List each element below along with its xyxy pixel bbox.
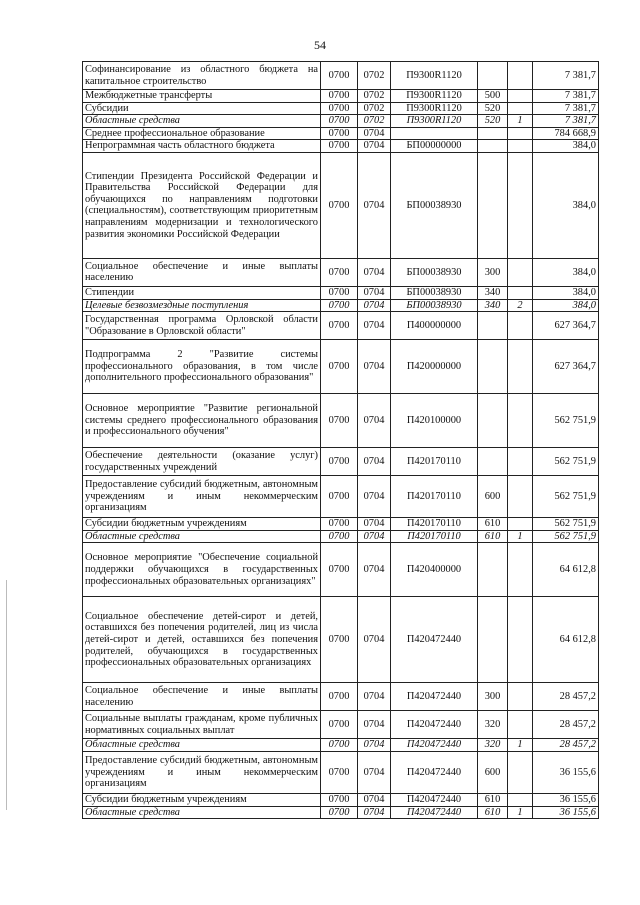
section-code-cell: 0700	[321, 711, 358, 739]
expense-type-cell: 520	[478, 115, 508, 128]
subsection-code-cell: 0704	[358, 140, 391, 153]
section-code-cell: 0700	[321, 90, 358, 103]
section-code-cell: 0700	[321, 530, 358, 543]
subsection-code-cell: 0704	[358, 683, 391, 711]
amount-cell: 562 751,9	[533, 476, 599, 518]
expense-type-cell: 610	[478, 793, 508, 806]
source-code-cell	[508, 312, 533, 340]
amount-cell: 7 381,7	[533, 102, 599, 115]
source-code-cell: 1	[508, 739, 533, 752]
section-code-cell: 0700	[321, 102, 358, 115]
source-code-cell	[508, 140, 533, 153]
row-name-cell: Стипендии Президента Российской Федерации и Правительства Российской Федерации для обучающихся по направлениям подготовки (специальностям), соответствующим приоритетным направлениям модернизации и технологического развития экономики Российской Федерации	[83, 152, 321, 258]
target-article-cell: П420472440	[391, 597, 478, 683]
target-article-cell: П9300R1120	[391, 115, 478, 128]
row-name-cell: Государственная программа Орловской области "Образование в Орловской области"	[83, 312, 321, 340]
target-article-cell: БП00038930	[391, 152, 478, 258]
section-code-cell: 0700	[321, 739, 358, 752]
target-article-cell: П420472440	[391, 793, 478, 806]
table-row	[83, 476, 599, 518]
section-code-cell: 0700	[321, 340, 358, 394]
amount-cell: 36 155,6	[533, 806, 599, 819]
table-row	[83, 312, 599, 340]
scan-edge-mark	[6, 580, 7, 810]
row-name-cell: Основное мероприятие "Развитие региональной системы среднего профессионального образования и профессионального обучения"	[83, 394, 321, 448]
target-article-cell: П420472440	[391, 806, 478, 819]
amount-cell: 7 381,7	[533, 115, 599, 128]
target-article-cell: П9300R1120	[391, 62, 478, 90]
table-row	[83, 258, 599, 286]
table-row	[83, 299, 599, 312]
table-row	[83, 739, 599, 752]
table-row	[83, 448, 599, 476]
budget-table	[82, 61, 599, 819]
subsection-code-cell: 0704	[358, 793, 391, 806]
source-code-cell	[508, 543, 533, 597]
amount-cell: 7 381,7	[533, 90, 599, 103]
section-code-cell: 0700	[321, 476, 358, 518]
amount-cell: 784 668,9	[533, 127, 599, 140]
expense-type-cell	[478, 62, 508, 90]
table-row	[83, 793, 599, 806]
row-name-cell: Социальное обеспечение детей-сирот и детей, оставшихся без попечения родителей, лиц из числа детей-сирот и детей, оставшихся без попечения родителей, обучающихся в государственных профессиональных образовательных организациях	[83, 597, 321, 683]
row-name-cell: Стипендии	[83, 286, 321, 299]
amount-cell: 627 364,7	[533, 312, 599, 340]
table-row	[83, 518, 599, 531]
subsection-code-cell: 0704	[358, 806, 391, 819]
expense-type-cell: 340	[478, 299, 508, 312]
budget-rows	[83, 62, 599, 819]
table-row	[83, 286, 599, 299]
subsection-code-cell: 0704	[358, 476, 391, 518]
table-row	[83, 340, 599, 394]
section-code-cell: 0700	[321, 597, 358, 683]
expense-type-cell: 500	[478, 90, 508, 103]
row-name-cell: Среднее профессиональное образование	[83, 127, 321, 140]
subsection-code-cell: 0702	[358, 102, 391, 115]
expense-type-cell: 300	[478, 258, 508, 286]
source-code-cell: 1	[508, 806, 533, 819]
source-code-cell	[508, 62, 533, 90]
target-article-cell: БП00038930	[391, 299, 478, 312]
subsection-code-cell: 0704	[358, 597, 391, 683]
section-code-cell: 0700	[321, 394, 358, 448]
subsection-code-cell: 0704	[358, 127, 391, 140]
expense-type-cell	[478, 127, 508, 140]
amount-cell: 28 457,2	[533, 683, 599, 711]
table-row	[83, 543, 599, 597]
table-row	[83, 140, 599, 153]
expense-type-cell: 340	[478, 286, 508, 299]
section-code-cell: 0700	[321, 62, 358, 90]
source-code-cell	[508, 597, 533, 683]
expense-type-cell: 610	[478, 806, 508, 819]
target-article-cell: П420472440	[391, 751, 478, 793]
source-code-cell	[508, 102, 533, 115]
section-code-cell: 0700	[321, 115, 358, 128]
subsection-code-cell: 0704	[358, 751, 391, 793]
subsection-code-cell: 0704	[358, 448, 391, 476]
section-code-cell: 0700	[321, 806, 358, 819]
subsection-code-cell: 0704	[358, 739, 391, 752]
row-name-cell: Областные средства	[83, 806, 321, 819]
section-code-cell: 0700	[321, 751, 358, 793]
row-name-cell: Субсидии бюджетным учреждениям	[83, 793, 321, 806]
amount-cell: 384,0	[533, 258, 599, 286]
target-article-cell: П420472440	[391, 683, 478, 711]
amount-cell: 384,0	[533, 299, 599, 312]
source-code-cell	[508, 127, 533, 140]
expense-type-cell	[478, 394, 508, 448]
table-row	[83, 751, 599, 793]
expense-type-cell: 520	[478, 102, 508, 115]
source-code-cell	[508, 751, 533, 793]
target-article-cell: БП00038930	[391, 258, 478, 286]
amount-cell: 7 381,7	[533, 62, 599, 90]
row-name-cell: Субсидии бюджетным учреждениям	[83, 518, 321, 531]
subsection-code-cell: 0704	[358, 711, 391, 739]
table-row	[83, 530, 599, 543]
expense-type-cell: 600	[478, 751, 508, 793]
target-article-cell: П420170110	[391, 476, 478, 518]
source-code-cell	[508, 448, 533, 476]
expense-type-cell: 320	[478, 711, 508, 739]
amount-cell: 384,0	[533, 140, 599, 153]
source-code-cell	[508, 394, 533, 448]
table-row	[83, 394, 599, 448]
table-row	[83, 102, 599, 115]
source-code-cell	[508, 90, 533, 103]
target-article-cell	[391, 127, 478, 140]
section-code-cell: 0700	[321, 127, 358, 140]
amount-cell: 36 155,6	[533, 751, 599, 793]
target-article-cell: П420170110	[391, 448, 478, 476]
table-row	[83, 711, 599, 739]
row-name-cell: Целевые безвозмездные поступления	[83, 299, 321, 312]
amount-cell: 384,0	[533, 286, 599, 299]
source-code-cell	[508, 476, 533, 518]
subsection-code-cell: 0704	[358, 286, 391, 299]
target-article-cell: П420100000	[391, 394, 478, 448]
section-code-cell: 0700	[321, 312, 358, 340]
section-code-cell: 0700	[321, 683, 358, 711]
section-code-cell: 0700	[321, 299, 358, 312]
subsection-code-cell: 0704	[358, 543, 391, 597]
section-code-cell: 0700	[321, 518, 358, 531]
source-code-cell	[508, 518, 533, 531]
subsection-code-cell: 0702	[358, 90, 391, 103]
section-code-cell: 0700	[321, 448, 358, 476]
row-name-cell: Социальное обеспечение и иные выплаты населению	[83, 258, 321, 286]
subsection-code-cell: 0702	[358, 115, 391, 128]
expense-type-cell	[478, 448, 508, 476]
row-name-cell: Непрограммная часть областного бюджета	[83, 140, 321, 153]
row-name-cell: Областные средства	[83, 530, 321, 543]
target-article-cell: П420400000	[391, 543, 478, 597]
source-code-cell: 1	[508, 530, 533, 543]
subsection-code-cell: 0704	[358, 152, 391, 258]
section-code-cell: 0700	[321, 286, 358, 299]
target-article-cell: П420170110	[391, 518, 478, 531]
amount-cell: 562 751,9	[533, 530, 599, 543]
row-name-cell: Софинансирование из областного бюджета на капитальное строительство	[83, 62, 321, 90]
target-article-cell: БП00000000	[391, 140, 478, 153]
table-row	[83, 62, 599, 90]
source-code-cell	[508, 793, 533, 806]
section-code-cell: 0700	[321, 543, 358, 597]
source-code-cell	[508, 340, 533, 394]
expense-type-cell: 320	[478, 739, 508, 752]
subsection-code-cell: 0704	[358, 340, 391, 394]
amount-cell: 562 751,9	[533, 394, 599, 448]
row-name-cell: Субсидии	[83, 102, 321, 115]
expense-type-cell: 300	[478, 683, 508, 711]
source-code-cell	[508, 258, 533, 286]
row-name-cell: Областные средства	[83, 739, 321, 752]
subsection-code-cell: 0702	[358, 62, 391, 90]
table-row	[83, 806, 599, 819]
expense-type-cell	[478, 597, 508, 683]
expense-type-cell	[478, 543, 508, 597]
table-row	[83, 152, 599, 258]
page-number: 54	[314, 38, 326, 52]
subsection-code-cell: 0704	[358, 258, 391, 286]
target-article-cell: П9300R1120	[391, 102, 478, 115]
row-name-cell: Социальные выплаты гражданам, кроме публичных нормативных социальных выплат	[83, 711, 321, 739]
row-name-cell: Обеспечение деятельности (оказание услуг) государственных учреждений	[83, 448, 321, 476]
target-article-cell: П420472440	[391, 739, 478, 752]
target-article-cell: БП00038930	[391, 286, 478, 299]
expense-type-cell: 610	[478, 530, 508, 543]
target-article-cell: П420000000	[391, 340, 478, 394]
table-row	[83, 683, 599, 711]
amount-cell: 64 612,8	[533, 597, 599, 683]
subsection-code-cell: 0704	[358, 394, 391, 448]
source-code-cell: 2	[508, 299, 533, 312]
amount-cell: 36 155,6	[533, 793, 599, 806]
row-name-cell: Основное мероприятие "Обеспечение социальной поддержки обучающихся в государственных профессиональных образовательных организациях"	[83, 543, 321, 597]
target-article-cell: П9300R1120	[391, 90, 478, 103]
section-code-cell: 0700	[321, 140, 358, 153]
target-article-cell: П400000000	[391, 312, 478, 340]
expense-type-cell	[478, 312, 508, 340]
section-code-cell: 0700	[321, 258, 358, 286]
expense-type-cell	[478, 140, 508, 153]
amount-cell: 28 457,2	[533, 711, 599, 739]
expense-type-cell: 610	[478, 518, 508, 531]
amount-cell: 627 364,7	[533, 340, 599, 394]
table-row	[83, 90, 599, 103]
amount-cell: 384,0	[533, 152, 599, 258]
source-code-cell	[508, 286, 533, 299]
source-code-cell	[508, 152, 533, 258]
row-name-cell: Социальное обеспечение и иные выплаты населению	[83, 683, 321, 711]
amount-cell: 28 457,2	[533, 739, 599, 752]
row-name-cell: Подпрограмма 2 "Развитие системы профессионального образования, в том числе дополнительного профессионального образования"	[83, 340, 321, 394]
table-row	[83, 115, 599, 128]
source-code-cell: 1	[508, 115, 533, 128]
row-name-cell: Предоставление субсидий бюджетным, автономным учреждениям и иным некоммерческим организациям	[83, 476, 321, 518]
section-code-cell: 0700	[321, 793, 358, 806]
target-article-cell: П420170110	[391, 530, 478, 543]
subsection-code-cell: 0704	[358, 530, 391, 543]
source-code-cell	[508, 711, 533, 739]
expense-type-cell	[478, 340, 508, 394]
target-article-cell: П420472440	[391, 711, 478, 739]
subsection-code-cell: 0704	[358, 312, 391, 340]
section-code-cell: 0700	[321, 152, 358, 258]
expense-type-cell: 600	[478, 476, 508, 518]
amount-cell: 64 612,8	[533, 543, 599, 597]
row-name-cell: Межбюджетные трансферты	[83, 90, 321, 103]
row-name-cell: Областные средства	[83, 115, 321, 128]
row-name-cell: Предоставление субсидий бюджетным, автономным учреждениям и иным некоммерческим организациям	[83, 751, 321, 793]
subsection-code-cell: 0704	[358, 518, 391, 531]
table-row	[83, 127, 599, 140]
expense-type-cell	[478, 152, 508, 258]
subsection-code-cell: 0704	[358, 299, 391, 312]
amount-cell: 562 751,9	[533, 448, 599, 476]
source-code-cell	[508, 683, 533, 711]
table-row	[83, 597, 599, 683]
amount-cell: 562 751,9	[533, 518, 599, 531]
